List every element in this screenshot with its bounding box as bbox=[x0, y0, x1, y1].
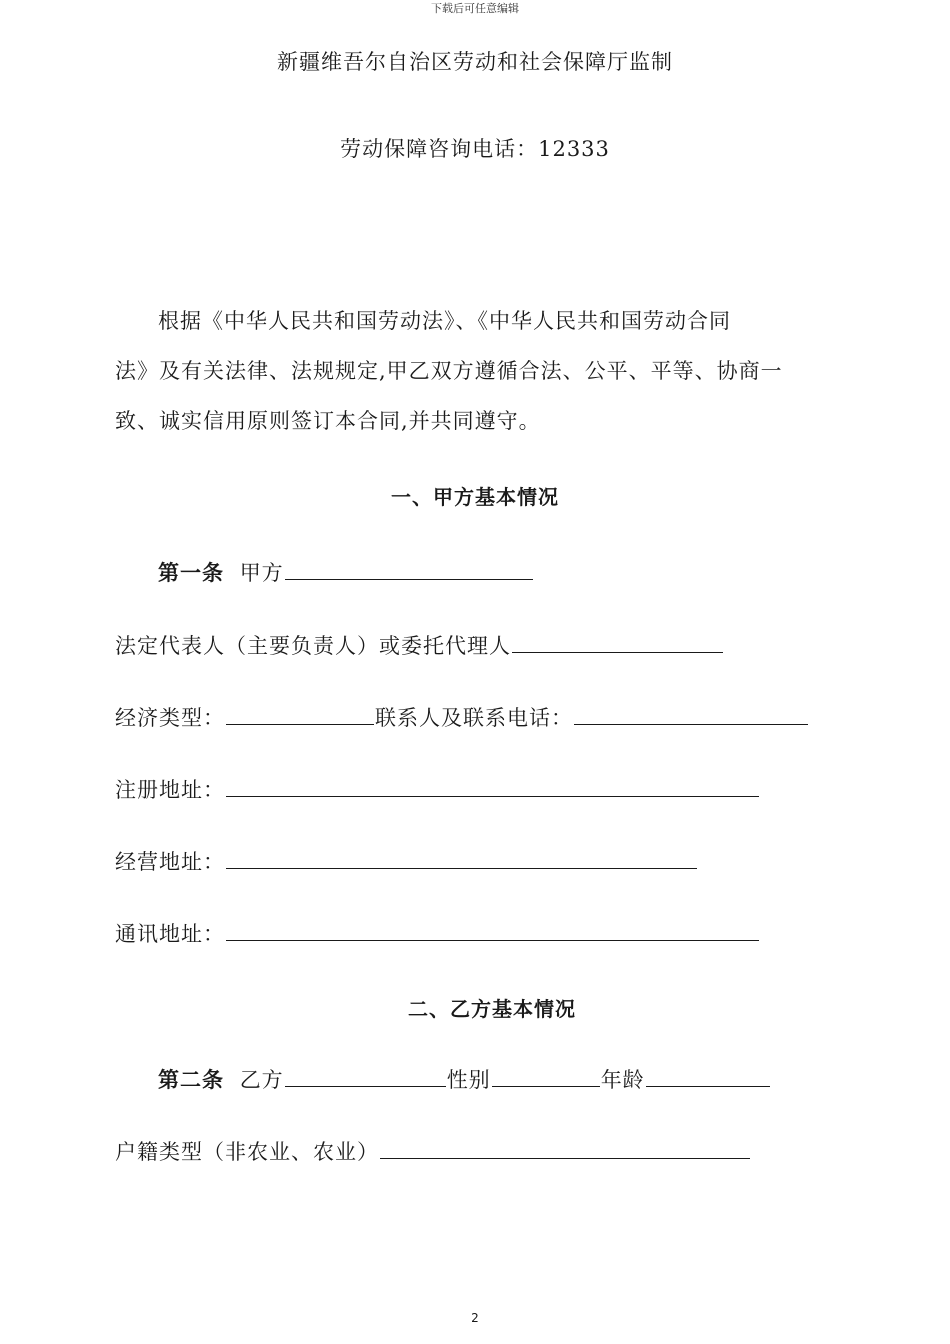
supervision-line: 新疆维吾尔自治区劳动和社会保障厅监制 bbox=[277, 50, 673, 74]
party-b-field[interactable] bbox=[285, 1064, 446, 1087]
hukou-label: 户籍类型（非农业、农业） bbox=[115, 1140, 379, 1164]
contact-field[interactable] bbox=[574, 702, 808, 725]
econ-type-field[interactable] bbox=[226, 702, 374, 725]
biz-address-row bbox=[115, 846, 698, 876]
biz-address-label: 经营地址： bbox=[115, 850, 225, 874]
preamble-line-3: 致、诚实信用原则签订本合同,并共同遵守。 bbox=[115, 409, 541, 433]
age-field[interactable] bbox=[646, 1064, 770, 1087]
article-2-row bbox=[158, 1064, 771, 1094]
reg-address-field[interactable] bbox=[226, 774, 759, 797]
econ-type-row bbox=[115, 702, 809, 732]
reg-address-row bbox=[115, 774, 760, 804]
hukou-field[interactable] bbox=[380, 1136, 750, 1159]
gender-field[interactable] bbox=[492, 1064, 600, 1087]
hukou-row bbox=[115, 1136, 751, 1166]
article-1-row bbox=[158, 557, 534, 587]
hotline-line: 劳动保障咨询电话：12333 bbox=[340, 137, 610, 161]
preamble-line-2: 法》及有关法律、法规规定,甲乙双方遵循合法、公平、平等、协商一 bbox=[115, 359, 783, 383]
biz-address-field[interactable] bbox=[226, 846, 697, 869]
section-2-heading: 二、乙方基本情况 bbox=[408, 997, 576, 1021]
age-label: 年龄 bbox=[600, 1068, 645, 1092]
legal-rep-row bbox=[115, 630, 724, 660]
legal-rep-label: 法定代表人（主要负责人）或委托代理人 bbox=[115, 634, 511, 658]
header-note: 下载后可任意编辑 bbox=[431, 2, 519, 15]
gender-label: 性别 bbox=[446, 1068, 491, 1092]
legal-rep-field[interactable] bbox=[512, 630, 723, 653]
contact-label: 联系人及联系电话： bbox=[375, 706, 573, 730]
party-b-label: 乙方 bbox=[239, 1068, 284, 1092]
party-a-field[interactable] bbox=[285, 557, 533, 580]
page-number: 2 bbox=[471, 1311, 479, 1325]
mail-address-label: 通讯地址： bbox=[115, 922, 225, 946]
mail-address-row bbox=[115, 918, 760, 948]
section-1-heading: 一、甲方基本情况 bbox=[391, 485, 559, 509]
article-2-label: 第二条 bbox=[158, 1068, 224, 1092]
econ-type-label: 经济类型： bbox=[115, 706, 225, 730]
party-a-label: 甲方 bbox=[239, 561, 284, 585]
preamble-line-1: 根据《中华人民共和国劳动法》、《中华人民共和国劳动合同 bbox=[158, 309, 731, 333]
article-1-label: 第一条 bbox=[158, 561, 224, 585]
reg-address-label: 注册地址： bbox=[115, 778, 225, 802]
mail-address-field[interactable] bbox=[226, 918, 759, 941]
